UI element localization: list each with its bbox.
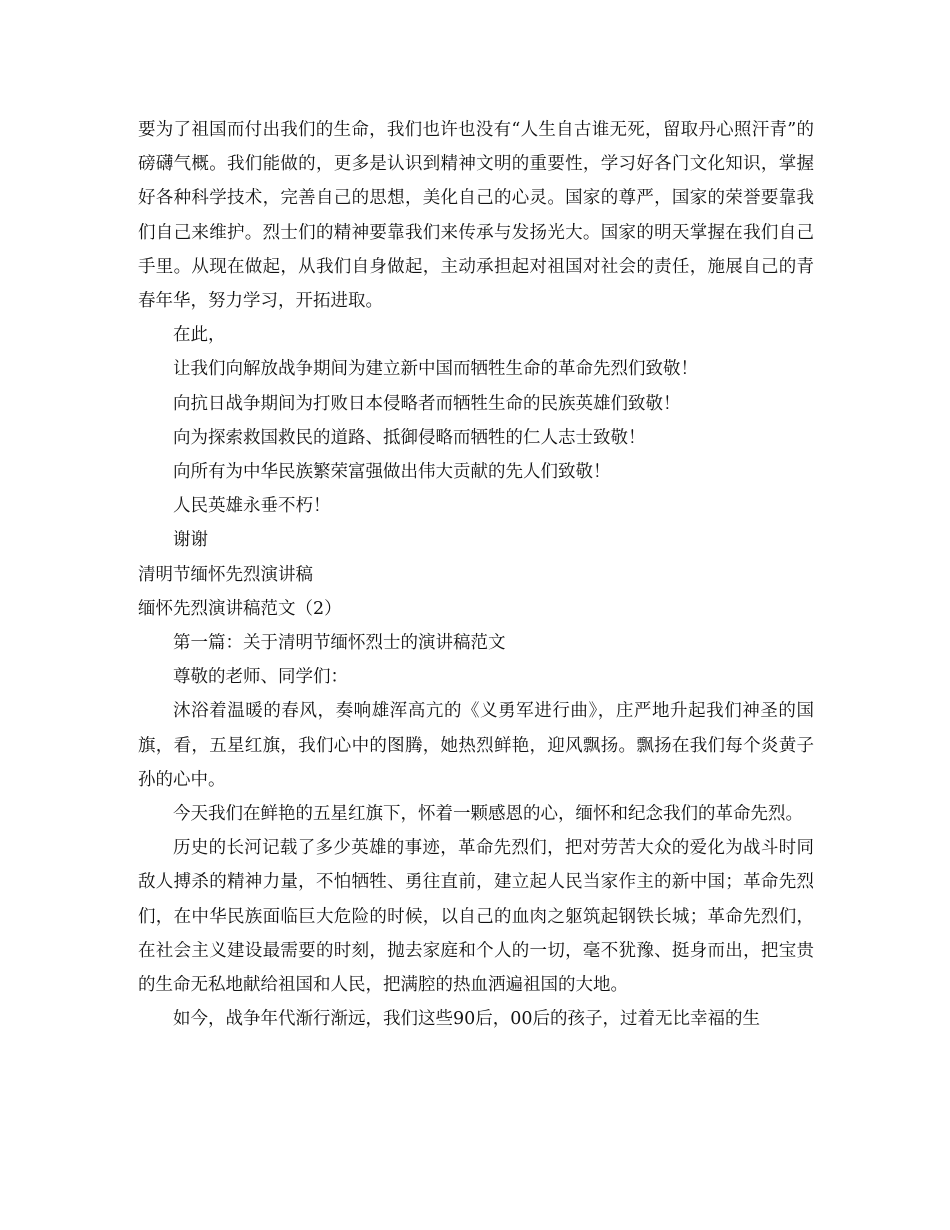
salute-ancestors: 向所有为中华民族繁荣富强做出伟大贡献的先人们致敬！ xyxy=(173,462,611,483)
paragraph-history: 历史的长河记载了多少英雄的事迹，革命先烈们，把对劳苦大众的爱化为战斗时同敌人搏杀的精神力量，不怕牺牲、勇往直前，建立起人民当家作主的新中国；革命先烈们，在中华民族面临巨大危险的时候，以自己的血肉之躯筑起钢铁长城；革命先烈们，在社会主义建设最需要的时刻，抛去家庭和个人的一切，毫不犹豫、挺身而出，把宝贵的生命无私地献给祖国和人民，把满腔的热血洒遍祖国的大地。 xyxy=(138,838,814,996)
paragraph-flag: 沐浴着温暖的春风，奏响雄浑高亢的《义勇军进行曲》，庄严地升起我们神圣的国旗，看，五星红旗，我们心中的图腾，她热烈鲜艳，迎风飘扬。飘扬在我们每个炎黄子孙的心中。 xyxy=(138,701,814,790)
section-title: 清明节缅怀先烈演讲稿 xyxy=(138,564,313,585)
salute-anti-japanese-war: 向抗日战争期间为打败日本侵略者而牺牲生命的民族英雄们致敬！ xyxy=(173,393,681,414)
paragraph-nowadays: 如今，战争年代渐行渐远，我们这些90后，00后的孩子，过着无比幸福的生 xyxy=(173,1009,761,1030)
thanks-line: 谢谢 xyxy=(173,530,208,551)
paragraph-patriotic-duty: 要为了祖国而付出我们的生命，我们也许也没有“人生自古谁无死，留取丹心照汗青”的磅礴气概。我们能做的，更多是认识到精神文明的重要性，学习好各门文化知识，掌握好各种科学技术，完善自己的思想，美化自己的心灵。国家的尊严，国家的荣誉要靠我们自己来维护。烈士们的精神要靠我们来传承与发扬光大。国家的明天掌握在我们自己手里。从现在做起，从我们自身做起，主动承担起对祖国对社会的责任，施展自己的青春年华，努力学习，开拓进取。 xyxy=(138,120,814,312)
document-body xyxy=(138,113,814,1036)
heroes-immortal: 人民英雄永垂不朽！ xyxy=(173,496,331,517)
salute-patriots: 向为探索救国救民的道路、抵御侵略而牺牲的仁人志士致敬！ xyxy=(173,427,646,448)
line-here: 在此， xyxy=(173,325,226,346)
salute-liberation-war: 让我们向解放战争期间为建立新中国而牺牲生命的革命先烈们致敬！ xyxy=(173,359,698,380)
section-subtitle: 缅怀先烈演讲稿范文（2） xyxy=(138,598,342,619)
article-heading: 第一篇：关于清明节缅怀烈士的演讲稿范文 xyxy=(173,633,506,654)
paragraph-today: 今天我们在鲜艳的五星红旗下，怀着一颗感恩的心，缅怀和纪念我们的革命先烈。 xyxy=(173,804,803,825)
salutation: 尊敬的老师、同学们： xyxy=(173,667,348,688)
